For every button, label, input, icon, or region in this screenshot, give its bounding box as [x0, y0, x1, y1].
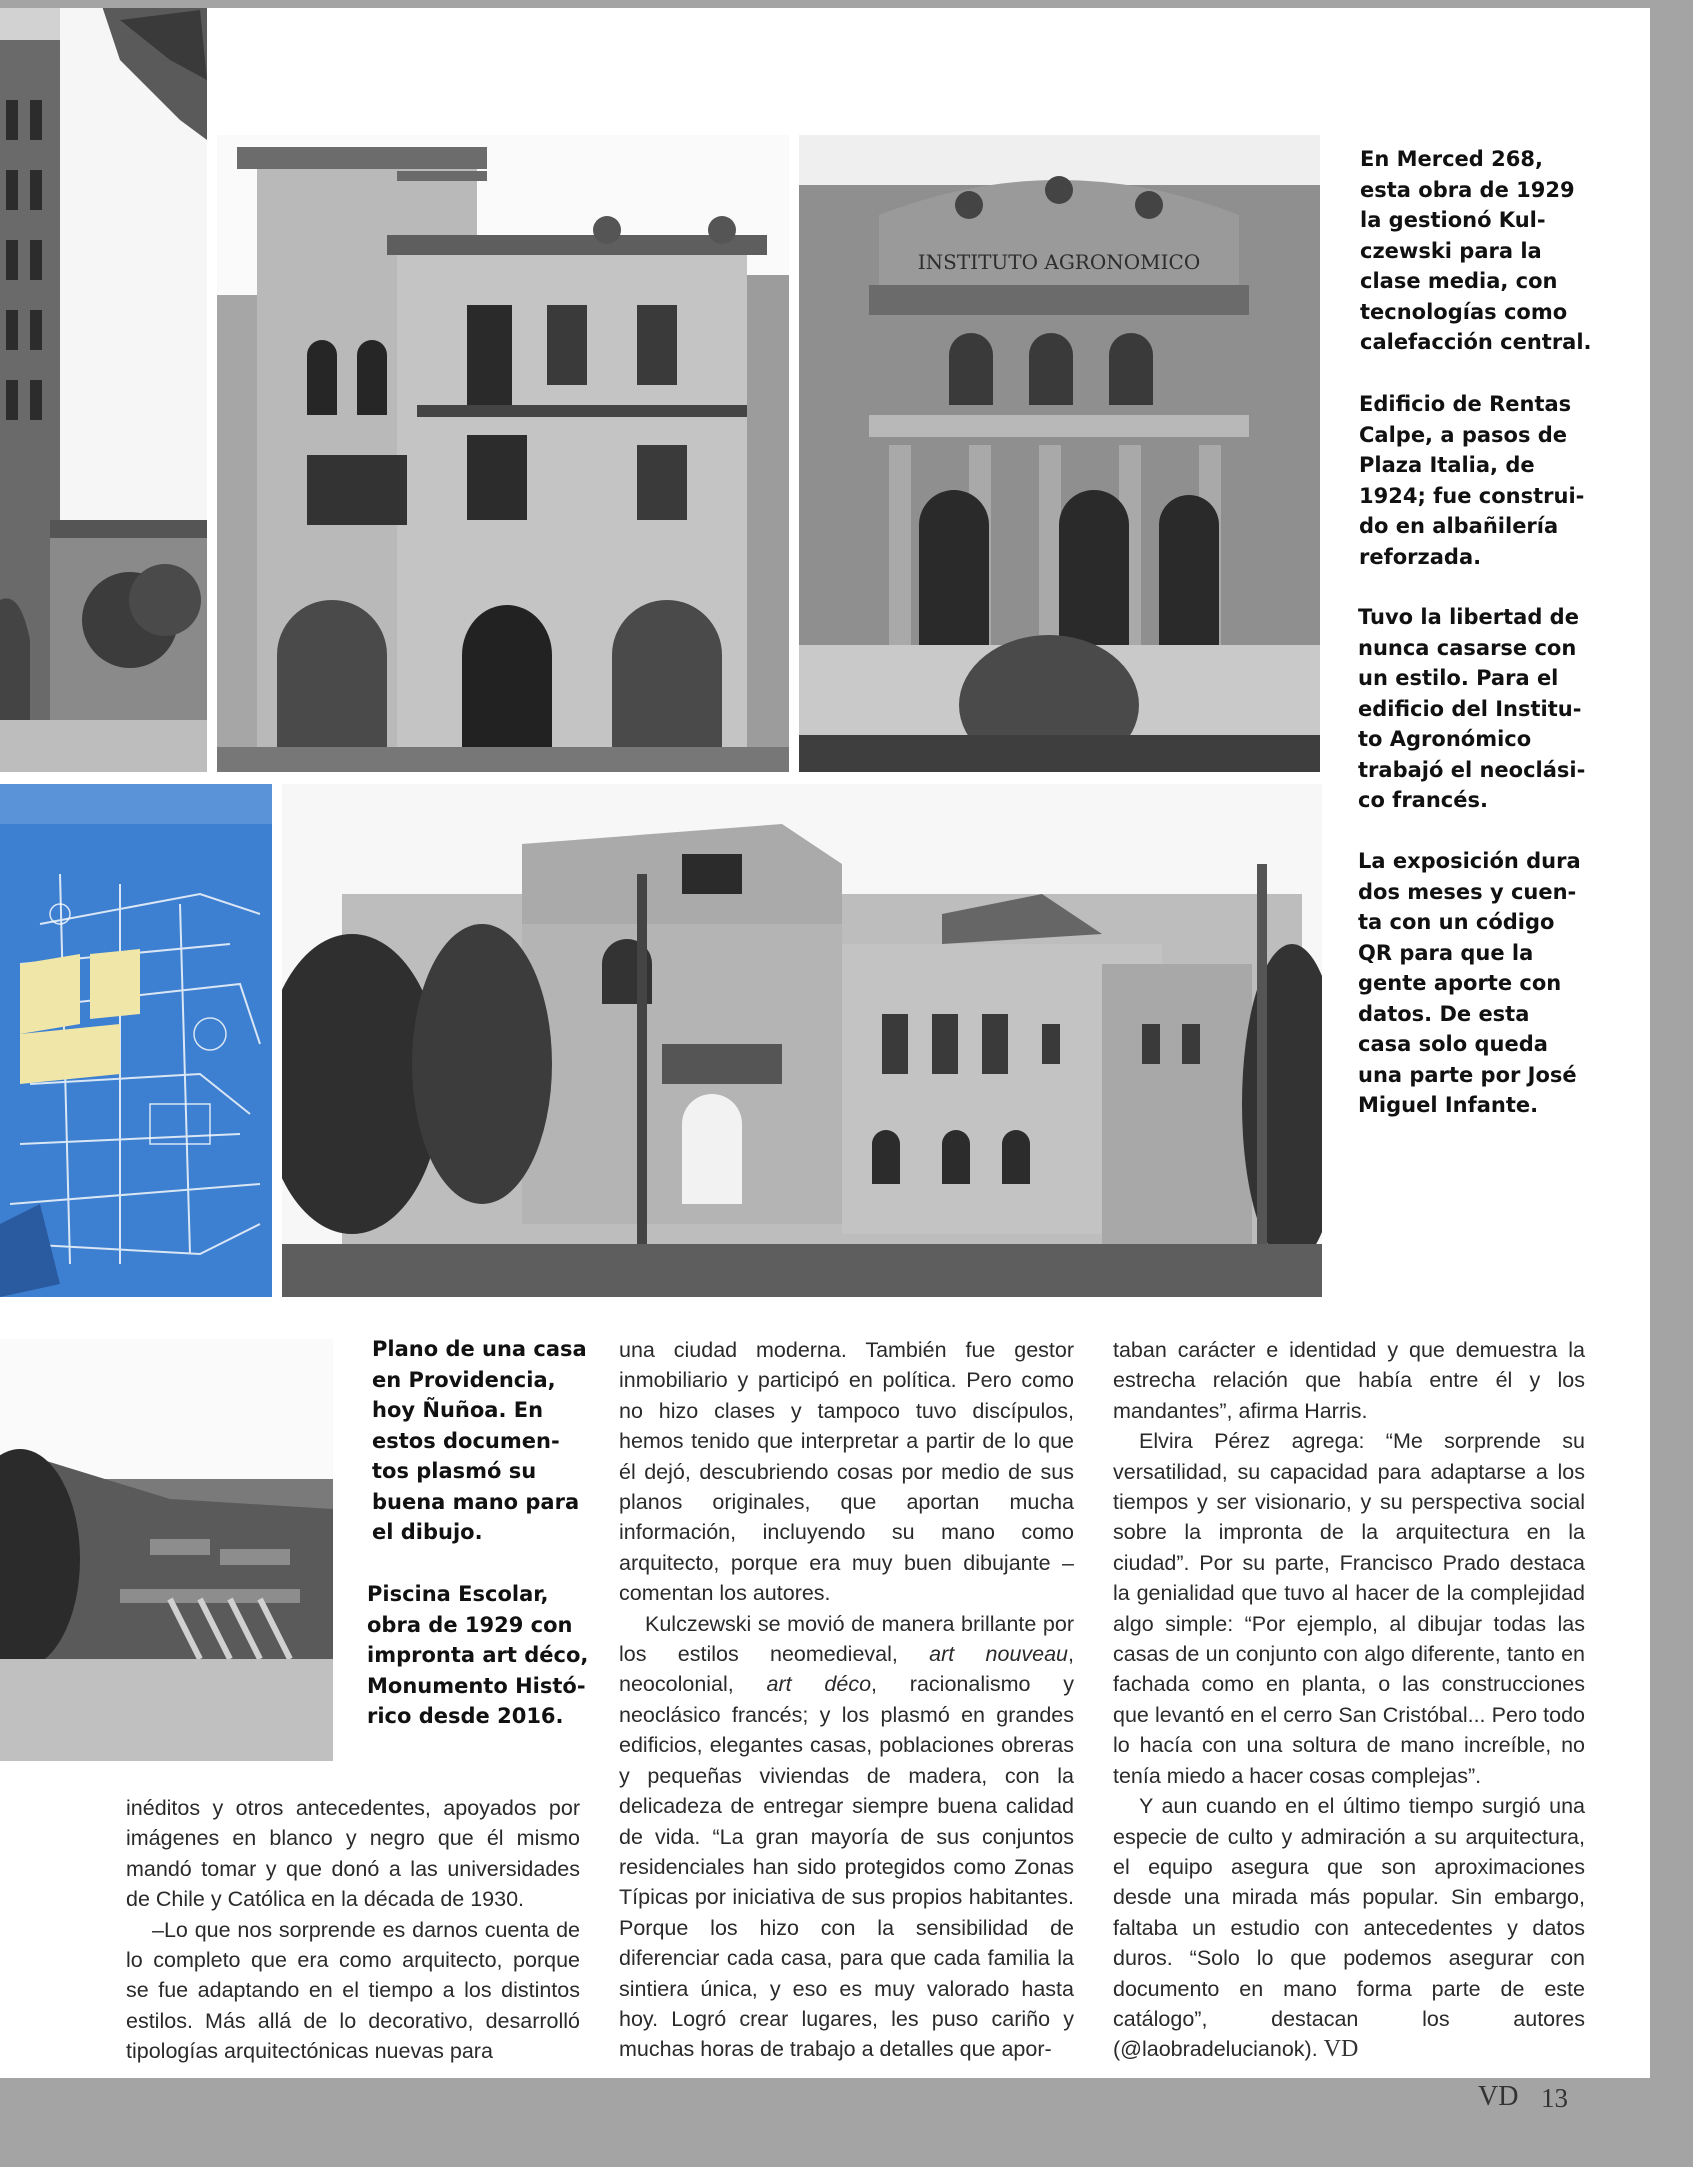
tower-street-photo	[0, 8, 207, 772]
article-paragraph: Kulczewski se movió de manera brillante por los estilos neomedieval, art nouveau, neocolonial, art déco, racionalismo y neoclásico francés; y los plasmó en grandes edificios, elegantes casas, poblaciones obreras y pequeñas viviendas de madera, con la delicadeza de entregar siempre buena calidad de vida. “La gran mayoría de sus conjuntos residenciales han sido protegidos como Zonas Típicas por iniciativa de sus propios habitantes. Porque los hizo con la sensibilidad de diferenciar cada casa, para que cada familia la sintiera única, y eso es muy valorado hasta hoy. Logró crear lugares, les puso cariño y muchas horas de trabajo a detalles que apor-	[619, 1611, 1075, 2062]
article-column-1	[126, 1793, 580, 2067]
article-paragraph: Y aun cuando en el último tiempo surgió una especie de culto y admiración a su arquitectura, el equipo asegura que son aproximaciones desde una mirada más popular. Sin embargo, faltaba un estudio con antecedentes y datos duros. “Solo lo que podemos asegurar con documento en mano forma parte de este catálogo”, destacan los autores (@laobradelucianok). VD	[1113, 1794, 1585, 2063]
article-column-3	[1113, 1335, 1585, 2065]
caption-piscina: Piscina Escolar, obra de 1929 con impronta art déco, Monumento Histó- rico desde 2016.	[367, 1582, 589, 1728]
caption-plano: Plano de una casa en Providencia, hoy Ñuñoa. En estos documen- tos plasmó su buena mano para el dibujo.	[372, 1337, 587, 1544]
article-paragraph: –Lo que nos sorprende es darnos cuenta de lo completo que era como arquitecto, porque se fue adaptando en el tiempo a los distintos estilos. Más allá de lo decorativo, desarrolló tipologías arquitectónicas nuevas para	[126, 1917, 580, 2064]
caption-instituto: Tuvo la libertad de nunca casarse con un estilo. Para el edificio del Institu- to Agronómico trabajó el neoclási- co francés.	[1358, 605, 1586, 812]
blueprint-plan-image	[0, 784, 272, 1297]
article-column-2	[619, 1335, 1074, 2065]
article-paragraph: Elvira Pérez agrega: “Me sorprende su versatilidad, su capacidad para adaptarse a los tiempos y ser visionario, y su perspectiva social sobre la impronta de la arquitectura en la ciudad”. Por su parte, Francisco Prado destaca la genialidad que tuvo al hacer de la complejidad algo simple: “Por ejemplo, al dibujar todas las casas de un conjunto con algo diferente, tanto en fachada como en planta, o las construcciones que levantó en el cerro San Cristóbal... Pero todo lo hacía con una soltura de mano increíble, no tenía miedo a hacer cosas complejas”.	[1113, 1429, 1585, 1788]
caption-exposicion: La exposición dura dos meses y cuen- ta con un código QR para que la gente aporte con datos. De esta casa solo queda una parte por José Miguel Infante.	[1358, 849, 1581, 1117]
article-paragraph: taban carácter e identidad y que demuestra la estrecha relación que había entre él y los mandantes”, afirma Harris.	[1113, 1338, 1585, 1423]
footer-magazine-mark: VD	[1478, 2081, 1519, 2112]
piscina-escolar-photo	[0, 1339, 333, 1761]
calpe-building-photo	[217, 135, 789, 772]
house-jose-miguel-infante-photo	[282, 784, 1322, 1297]
instituto-agronomico-photo	[799, 135, 1320, 772]
instituto-sign-text: INSTITUTO AGRONOMICO	[917, 250, 1201, 274]
end-signature: VD	[1323, 2036, 1359, 2063]
article-paragraph: inéditos y otros antecedentes, apoyados por imágenes en blanco y negro que él mismo mandó tomar y que donó a las universidades de Chile y Católica en la década de 1930.	[126, 1796, 580, 1912]
caption-merced: En Merced 268, esta obra de 1929 la gestionó Kul- czewski para la clase media, con tecnologías como calefacción central.	[1360, 147, 1592, 354]
page-number: 13	[1541, 2083, 1568, 2113]
magazine-page	[0, 8, 1650, 2078]
caption-calpe: Edificio de Rentas Calpe, a pasos de Plaza Italia, de 1924; fue construi- do en albañilería reforzada.	[1359, 392, 1585, 569]
article-paragraph: una ciudad moderna. También fue gestor inmobiliario y participó en política. Pero como no hizo clases y tampoco tuvo discípulos, hemos tenido que interpretar a partir de lo que él dejó, descubriendo cosas por medio de sus planos originales, que aportan mucha información, incluyendo su mano como arquitecto, porque era muy buen dibujante –comentan los autores.	[619, 1338, 1074, 1606]
